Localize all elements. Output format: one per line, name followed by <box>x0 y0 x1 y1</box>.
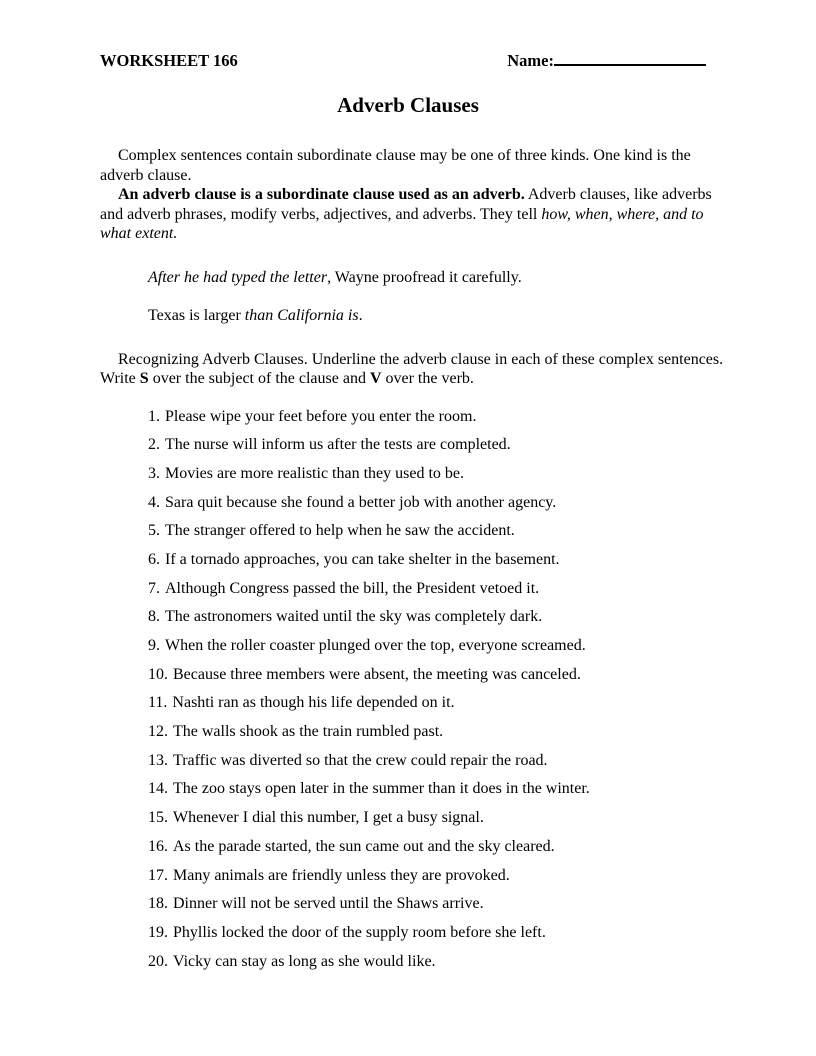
list-item <box>148 751 756 770</box>
text-segment: . <box>358 307 363 324</box>
item-number: 1. <box>148 407 160 425</box>
text-segment: After he had typed the letter <box>148 268 328 286</box>
item-number: 12. <box>148 723 168 741</box>
list-item <box>148 779 756 798</box>
list-item <box>148 464 756 483</box>
item-text: Please wipe your feet before you enter the room. <box>165 407 477 425</box>
item-number: 20. <box>148 952 168 970</box>
item-number: 6. <box>148 550 160 568</box>
item-number: 13. <box>148 751 168 769</box>
item-number: 11. <box>148 694 168 712</box>
text-segment: Texas is larger <box>148 307 245 324</box>
item-text: Whenever I dial this number, I get a busy signal. <box>173 809 484 827</box>
text-segment: how, when, where, and to what extent. <box>100 205 704 242</box>
item-text: Movies are more realistic than they used to be. <box>165 464 465 482</box>
text-segment: over the subject of the clause and <box>148 370 370 387</box>
text-segment: V <box>369 370 382 387</box>
item-text: The stranger offered to help when he saw the accident. <box>165 522 515 540</box>
item-number: 16. <box>148 837 168 855</box>
example-sentence-1 <box>148 268 738 288</box>
example-sentence-2 <box>148 306 738 326</box>
item-number: 5. <box>148 522 160 540</box>
worksheet-number-label: WORKSHEET 166 <box>100 51 238 70</box>
list-item <box>148 693 756 712</box>
list-item <box>148 607 756 626</box>
item-text: Vicky can stay as long as she would like. <box>173 952 436 970</box>
list-item <box>148 808 756 827</box>
list-item <box>148 435 756 454</box>
list-item <box>148 521 756 540</box>
text-segment: over the verb. <box>381 370 474 387</box>
item-text: Nashti ran as though his life depended on it. <box>172 694 455 712</box>
exercise-instructions <box>100 350 738 389</box>
item-number: 15. <box>148 809 168 827</box>
item-text: The astronomers waited until the sky was completely dark. <box>165 608 543 626</box>
item-text: The zoo stays open later in the summer than it does in the winter. <box>173 780 590 798</box>
text-segment: Adverb clauses, like adverbs and adverb phrases, modify verbs, adjectives, and adverbs. They tell <box>100 186 712 223</box>
item-text: As the parade started, the sun came out and the sky cleared. <box>173 837 555 855</box>
item-number: 3. <box>148 464 160 482</box>
text-segment: than California is <box>244 307 359 324</box>
item-text: Sara quit because she found a better job with another agency. <box>165 493 557 511</box>
item-number: 2. <box>148 436 160 454</box>
item-text: If a tornado approaches, you can take shelter in the basement. <box>165 550 560 568</box>
intro-paragraph-1: Complex sentences contain subordinate clause may be one of three kinds. One kind is the adverb clause. <box>100 147 691 184</box>
list-item <box>148 493 756 512</box>
list-item <box>148 579 756 598</box>
item-text: Phyllis locked the door of the supply room before she left. <box>173 923 546 941</box>
item-text: Because three members were absent, the meeting was canceled. <box>173 665 581 683</box>
item-text: The nurse will inform us after the tests are completed. <box>165 436 511 454</box>
worksheet-header <box>0 0 816 71</box>
item-number: 9. <box>148 637 160 654</box>
list-item <box>148 722 756 741</box>
list-item <box>148 407 756 426</box>
item-number: 7. <box>148 579 160 597</box>
page-title: Adverb Clauses <box>337 93 479 117</box>
item-text: Dinner will not be served until the Shaws arrive. <box>173 895 484 913</box>
intro-paragraph-2 <box>100 185 738 244</box>
item-number: 18. <box>148 895 168 913</box>
item-text: The walls shook as the train rumbled past. <box>173 723 444 741</box>
list-item <box>148 866 756 885</box>
list-item <box>148 923 756 942</box>
item-number: 17. <box>148 866 168 884</box>
list-item <box>148 665 756 684</box>
item-number: 10. <box>148 665 168 683</box>
item-text: When the roller coaster plunged over the top, everyone screamed. <box>165 637 586 654</box>
item-text: Traffic was diverted so that the crew could repair the road. <box>173 751 548 769</box>
text-segment: , Wayne proofread it carefully. <box>327 268 522 286</box>
item-number: 8. <box>148 608 160 626</box>
name-label: Name: <box>507 51 554 70</box>
item-number: 4. <box>148 493 160 511</box>
list-item <box>148 952 756 971</box>
text-segment: An adverb clause is a subordinate clause used as an adverb. <box>118 186 525 203</box>
name-blank-line <box>554 50 706 66</box>
text-segment: S <box>139 370 149 387</box>
list-item <box>148 550 756 569</box>
item-text: Although Congress passed the bill, the President vetoed it. <box>165 579 540 597</box>
item-text: Many animals are friendly unless they are provoked. <box>173 866 510 884</box>
list-item <box>148 894 756 913</box>
item-number: 19. <box>148 923 168 941</box>
list-item <box>148 636 756 655</box>
name-field <box>507 50 706 71</box>
item-number: 14. <box>148 780 168 798</box>
sentence-list <box>148 407 756 971</box>
text-segment: Recognizing Adverb Clauses. Underline the adverb clause in each of these complex sentences. Write <box>100 350 724 387</box>
list-item <box>148 837 756 856</box>
